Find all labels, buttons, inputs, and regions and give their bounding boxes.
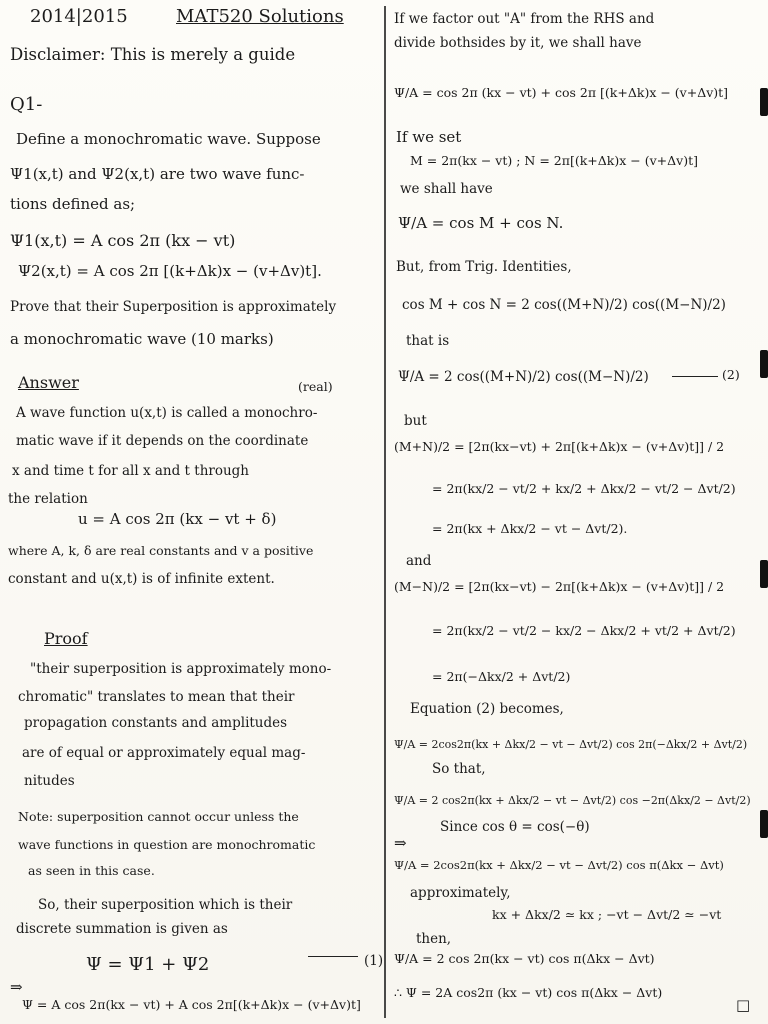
text-line: discrete summation is given as	[16, 921, 228, 937]
text-line: where A, k, δ are real constants and v a positive	[8, 543, 314, 558]
course-title: MAT520 Solutions	[176, 6, 344, 27]
text-line: propagation constants and amplitudes	[24, 715, 288, 731]
equation: Ψ1(x,t) = A cos 2π (kx − vt)	[10, 231, 236, 250]
text-line: are of equal or approximately equal mag-	[22, 745, 306, 761]
equation: ∴ Ψ = 2A cos2π (kx − vt) cos π(Δkx − Δvt)	[394, 985, 663, 1000]
text-line: So, their superposition which is their	[38, 897, 293, 913]
text-line: But, from Trig. Identities,	[396, 259, 572, 275]
proof-heading: Proof	[44, 629, 88, 648]
text-line: then,	[416, 931, 452, 947]
equation: Ψ/A = cos M + cos N.	[398, 214, 564, 232]
question-label: Q1-	[10, 94, 43, 115]
text-line: but	[404, 413, 427, 429]
answer-heading: Answer	[18, 373, 79, 392]
binder-mark	[760, 350, 768, 378]
text-line: nitudes	[24, 773, 75, 789]
text-line: Equation (2) becomes,	[410, 701, 564, 717]
text-line: tions defined as;	[10, 195, 136, 213]
text-line: a monochromatic wave (10 marks)	[10, 330, 274, 348]
annotation: (real)	[298, 379, 333, 394]
equation-rule	[672, 376, 718, 377]
note-line: wave functions in question are monochromatic	[18, 837, 316, 852]
text-line: If we set	[396, 128, 462, 146]
text-line: that is	[406, 333, 450, 349]
disclaimer: Disclaimer: This is merely a guide	[10, 45, 296, 64]
text-line: and	[406, 553, 432, 569]
year: 2014|2015	[30, 6, 128, 27]
text-line: Define a monochromatic wave. Suppose	[16, 130, 321, 148]
text-line: we shall have	[400, 181, 493, 197]
equation: M = 2π(kx − vt) ; N = 2π[(k+Δk)x − (v+Δv)t]	[410, 153, 698, 168]
equation: = 2π(−Δkx/2 + Δvt/2)	[432, 669, 571, 684]
text-line: Prove that their Superposition is approximately	[10, 299, 337, 315]
equation-tag: (1)	[364, 953, 384, 969]
equation-rule	[308, 956, 358, 957]
equation: Ψ/A = 2 cos((M+N)/2) cos((M−N)/2)	[398, 369, 649, 385]
text-line: chromatic" translates to mean that their	[18, 689, 295, 705]
equation: Ψ = A cos 2π(kx − vt) + A cos 2π[(k+Δk)x − (v+Δv)t]	[22, 997, 361, 1012]
text-line: divide bothsides by it, we shall have	[394, 35, 642, 51]
text-line: A wave function u(x,t) is called a monochro-	[16, 405, 318, 421]
note-line: as seen in this case.	[28, 863, 155, 878]
binder-mark	[760, 88, 768, 116]
binder-mark	[760, 810, 768, 838]
equation: cos M + cos N = 2 cos((M+N)/2) cos((M−N)/2)	[402, 297, 726, 313]
text-line: If we factor out "A" from the RHS and	[394, 11, 655, 27]
text-line: "their superposition is approximately mono-	[30, 661, 332, 677]
column-divider	[384, 6, 386, 1018]
equation: Ψ/A = cos 2π (kx − vt) + cos 2π [(k+Δk)x − (v+Δv)t]	[394, 85, 729, 100]
text-line: approximately,	[410, 885, 511, 901]
equation: Ψ/A = 2 cos2π(kx + Δkx/2 − vt − Δvt/2) cos −2π(Δkx/2 − Δvt/2)	[394, 794, 751, 807]
implies-arrow: ⇒	[10, 978, 23, 996]
equation: u = A cos 2π (kx − vt + δ)	[78, 510, 277, 528]
text-line: So that,	[432, 761, 486, 777]
qed-mark: □	[736, 996, 751, 1014]
note-line: Note: superposition cannot occur unless the	[18, 809, 299, 824]
text-line: Since cos θ = cos(−θ)	[440, 819, 590, 835]
equation: Ψ/A = 2 cos 2π(kx − vt) cos π(Δkx − Δvt)	[394, 951, 655, 966]
text-line: constant and u(x,t) is of infinite extent.	[8, 571, 275, 587]
equation: Ψ = Ψ1 + Ψ2	[86, 954, 210, 975]
equation: = 2π(kx/2 − vt/2 − kx/2 − Δkx/2 + vt/2 + Δvt/2)	[432, 623, 736, 638]
equation: = 2π(kx/2 − vt/2 + kx/2 + Δkx/2 − vt/2 − Δvt/2)	[432, 481, 736, 496]
text-line: Ψ1(x,t) and Ψ2(x,t) are two wave func-	[10, 165, 305, 183]
equation-tag: (2)	[722, 367, 740, 382]
equation: Ψ/A = 2cos2π(kx + Δkx/2 − vt − Δvt/2) cos 2π(−Δkx/2 + Δvt/2)	[394, 738, 748, 751]
text-line: the relation	[8, 491, 88, 507]
equation: Ψ2(x,t) = A cos 2π [(k+Δk)x − (v+Δv)t].	[18, 262, 322, 280]
implies-arrow: ⇒	[394, 834, 407, 852]
equation: (M+N)/2 = [2π(kx−vt) + 2π[(k+Δk)x − (v+Δv)t]] / 2	[394, 439, 725, 454]
equation: Ψ/A = 2cos2π(kx + Δkx/2 − vt − Δvt/2) cos π(Δkx − Δvt)	[394, 858, 724, 872]
equation: = 2π(kx + Δkx/2 − vt − Δvt/2).	[432, 521, 628, 536]
binder-mark	[760, 560, 768, 588]
equation: (M−N)/2 = [2π(kx−vt) − 2π[(k+Δk)x − (v+Δv)t]] / 2	[394, 579, 725, 594]
equation: kx + Δkx/2 ≃ kx ; −vt − Δvt/2 ≃ −vt	[492, 907, 722, 922]
text-line: x and time t for all x and t through	[12, 463, 249, 479]
text-line: matic wave if it depends on the coordinate	[16, 433, 309, 449]
